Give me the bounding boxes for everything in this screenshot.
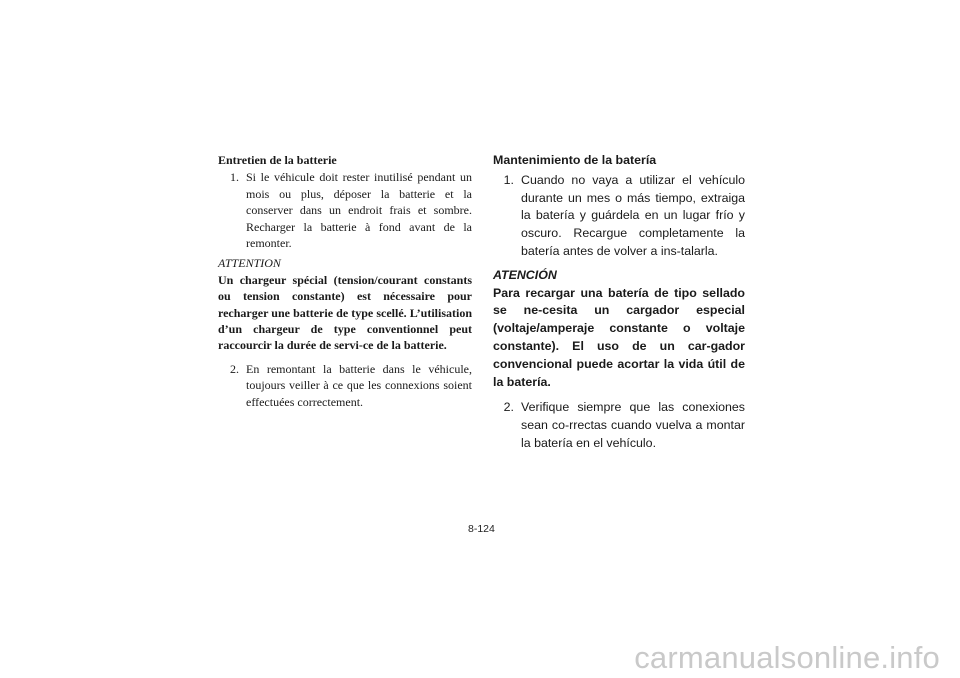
item-number: 2.	[503, 400, 514, 415]
item-text: Si le véhicule doit rester inutilisé pendant un mois ou plus, déposer la batterie et la conserver dans un endroit frais et sombre. Recharger la batterie à fond avant de la remonter.	[246, 170, 472, 251]
item-text: En remontant la batterie dans le véhicule, toujours veiller à ce que les connexions soient effectuées correctement.	[246, 361, 472, 409]
watermark: carmanualsonline.info	[634, 640, 940, 675]
list-item-fr-2	[218, 361, 472, 410]
french-column	[218, 152, 472, 410]
item-number: 1.	[503, 172, 514, 187]
list-item-fr-1	[218, 169, 472, 251]
spanish-column	[493, 152, 745, 453]
list-item-es-2	[493, 399, 745, 452]
list-item-es-1	[493, 172, 745, 261]
section-heading-es: Mantenimiento de la batería	[493, 153, 657, 167]
item-text: Cuando no vaya a utilizar el vehículo durante un mes o más tiempo, extraiga la batería y guárdela en un lugar frío y oscuro. Recargue completamente la batería antes de volver a ins-talarla.	[521, 172, 745, 258]
item-number: 1.	[230, 170, 239, 185]
item-number: 2.	[230, 361, 239, 376]
item-text: Verifique siempre que las conexiones sean co-rrectas cuando vuelva a montar la batería en el vehículo.	[521, 400, 745, 450]
caution-body-fr: Un chargeur spécial (tension/courant constants ou tension constante) est nécessaire pour recharger une batterie de type scellé. L’utilisation d’un chargeur de type conventionnel peut raccourcir la durée de servi-ce de la batterie.	[218, 272, 472, 353]
section-heading-fr: Entretien de la batterie	[218, 153, 337, 167]
caution-title-fr: ATTENTION	[218, 256, 281, 271]
page-number: 8-124	[468, 523, 495, 535]
caution-title-es: ATENCIÓN	[493, 267, 557, 282]
caution-body-es: Para recargar una batería de tipo sellado se ne-cesita un cargador especial (voltaje/amperaje constante o voltaje constante). El uso de un car-gador convencional puede acortar la vida útil de la batería.	[493, 285, 745, 389]
